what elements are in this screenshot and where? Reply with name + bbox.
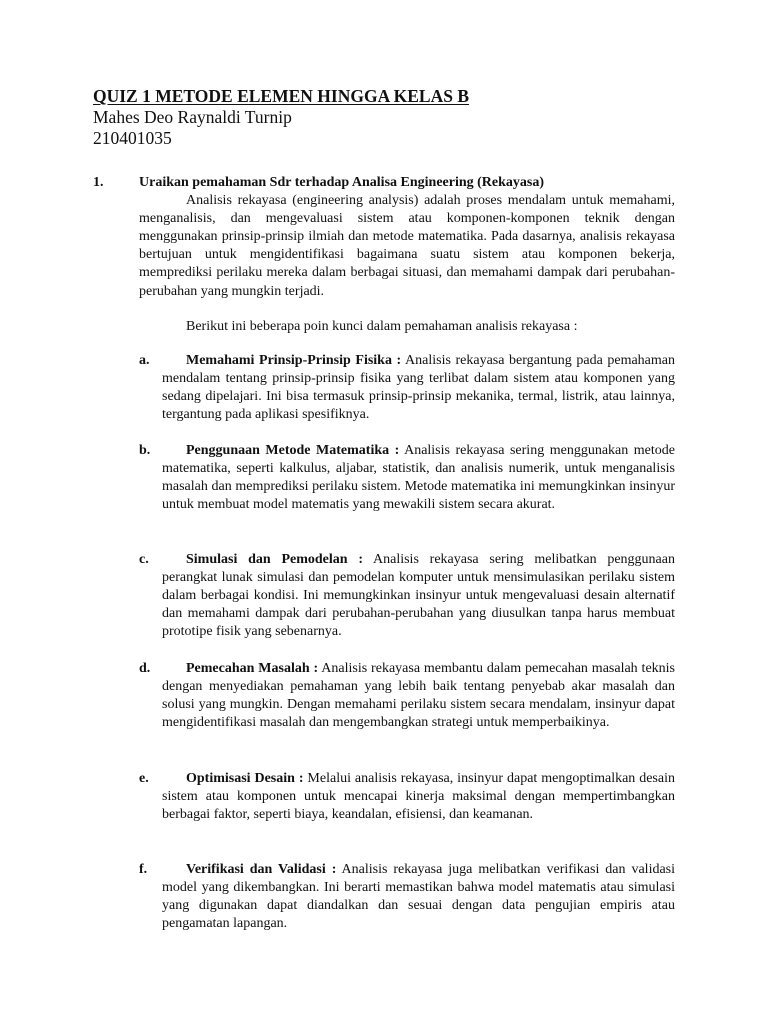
list-item-body: [162, 551, 675, 641]
list-marker: b.: [139, 443, 151, 458]
list-item-body: [162, 861, 675, 933]
list-marker: f.: [139, 862, 148, 877]
point-heading: Pemecahan Masalah :: [186, 661, 319, 676]
document-header: [93, 86, 469, 149]
point-heading: Verifikasi dan Validasi :: [186, 862, 337, 877]
list-marker: c.: [139, 552, 149, 567]
answer-paragraph-2: Berikut ini beberapa poin kunci dalam pemahaman analisis rekayasa :: [186, 318, 578, 334]
point-text: Analisis rekayasa juga melibatkan verifikasi dan validasi model yang dikembangkan. Ini berarti memastikan bahwa model matematis atau simulasi yang digunakan dapat diandalkan dan sesuai dengan data pengujian empiris atau pengamatan lapangan.: [162, 862, 676, 932]
student-id: 210401035: [93, 128, 172, 148]
answer-paragraph-1: Analisis rekayasa (engineering analysis) adalah proses mendalam untuk memahami, menganalisis, dan mengevaluasi sistem atau komponen-komponen teknik dengan menggunakan prinsip-prinsip ilmiah dan metode matematika. Pada dasarnya, analisis rekayasa bertujuan untuk mengidentifikasi bagaimana suatu sistem atau komponen bekerja, memprediksi perilaku mereka dalam berbagai situasi, dan memahami dampak dari perubahan-perubahan yang mungkin terjadi.: [139, 193, 675, 299]
point-text: Analisis rekayasa sering melibatkan penggunaan perangkat lunak simulasi dan pemodelan komputer untuk mensimulasikan perilaku sistem dalam berbagai kondisi. Ini memungkinkan insinyur untuk mengevaluasi desain alternatif dan memahami dampak dari perubahan-perubahan yang diusulkan tanpa harus membuat prototipe fisik yang sebenarnya.: [162, 552, 675, 640]
list-item-body: [162, 660, 675, 732]
point-text: Melalui analisis rekayasa, insinyur dapat mengoptimalkan desain sistem atau komponen untuk mencapai kinerja maksimal dengan mempertimbangkan berbagai faktor, seperti biaya, keandalan, efisiensi, dan keamanan.: [162, 771, 675, 823]
point-heading: Memahami Prinsip-Prinsip Fisika :: [186, 353, 402, 368]
question-number: 1.: [93, 175, 104, 190]
question-block: [139, 174, 675, 336]
quiz-title: QUIZ 1 METODE ELEMEN HINGGA KELAS B: [93, 86, 470, 106]
student-name: Mahes Deo Raynaldi Turnip: [93, 107, 292, 127]
point-text: Analisis rekayasa bergantung pada pemahaman mendalam tentang prinsip-prinsip fisika yang terlibat dalam sistem atau komponen yang sedang dipelajari. Ini bisa termasuk prinsip-prinsip mekanika, termal, listrik, atau lainnya, tergantung pada aplikasi spesifiknya.: [162, 353, 675, 423]
question-title: Uraikan pemahaman Sdr terhadap Analisa Engineering (Rekayasa): [139, 175, 545, 190]
list-item-body: [162, 442, 675, 514]
list-item-body: [162, 770, 675, 824]
list-item-body: [162, 352, 675, 424]
point-text: Analisis rekayasa membantu dalam pemecahan masalah teknis dengan menyediakan pemahaman yang lebih baik tentang penyebab akar masalah dan solusi yang mungkin. Dengan memahami perilaku sistem secara mendalam, insinyur dapat mengidentifikasi masalah dan mengembangkan strategi untuk memperbaikinya.: [162, 661, 675, 731]
point-heading: Simulasi dan Pemodelan :: [186, 552, 363, 567]
point-heading: Optimisasi Desain :: [186, 771, 304, 786]
list-marker: d.: [139, 661, 151, 676]
list-marker: a.: [139, 353, 150, 368]
point-text: Analisis rekayasa sering menggunakan metode matematika, seperti kalkulus, aljabar, statistik, dan analisis numerik, untuk menganalisis masalah dan memprediksi perilaku sistem. Metode matematika ini memungkinkan insinyur untuk membuat model matematis yang mewakili sistem secara akurat.: [162, 443, 675, 513]
list-marker: e.: [139, 771, 149, 786]
point-heading: Penggunaan Metode Matematika :: [186, 443, 400, 458]
